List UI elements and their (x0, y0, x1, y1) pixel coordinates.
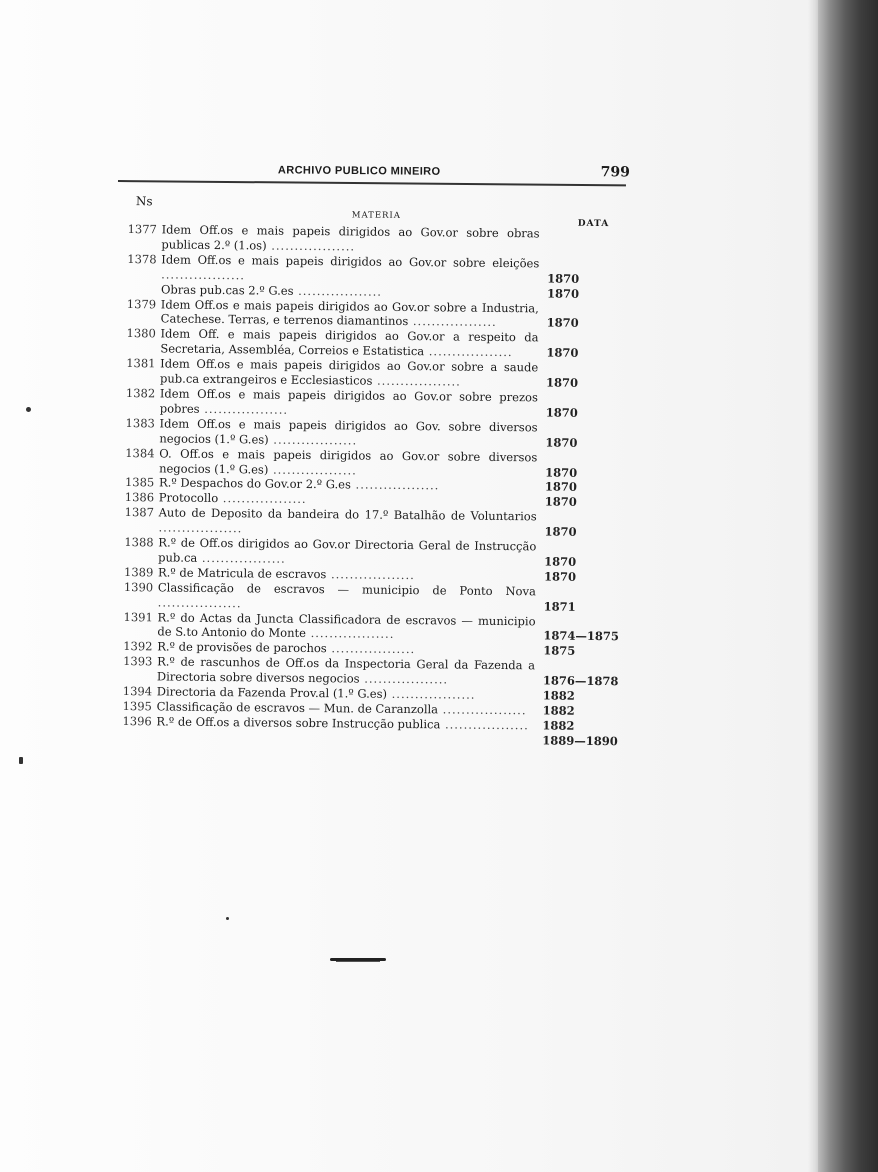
page-number: 799 (600, 164, 630, 181)
entry-date: 1870 (545, 435, 578, 450)
dot-leader: .................. (268, 462, 357, 477)
entry-subject (146, 356, 538, 390)
entry-date: 1870 (544, 524, 577, 539)
entry-number: 1379 (126, 296, 157, 311)
entry-subject-text: Classificação de escravos — Mun. de Caranzolla (156, 699, 439, 717)
entry-date: 1876—1878 (542, 673, 619, 689)
dot-leader: .................. (440, 717, 529, 733)
entry-subject (144, 535, 536, 569)
entry-number: 1378 (127, 251, 157, 267)
book-binding (818, 0, 878, 1172)
dot-leader: .................. (408, 314, 497, 330)
dot-leader: .................. (218, 491, 307, 507)
margin-speck (26, 407, 31, 412)
entry-subject (143, 610, 535, 644)
entry-subject-text: Idem Off. e mais papeis dirigidos ao Gov.or a respeito da Secretaria, Assembléa, Correios e Estatistica (160, 326, 539, 359)
margin-speck (19, 757, 23, 764)
entry-date: 1870 (543, 569, 577, 584)
entry-number: 1395 (122, 699, 152, 714)
dot-leader: .................. (197, 550, 286, 566)
dot-leader: .................. (326, 641, 416, 657)
dot-leader: .................. (326, 567, 415, 582)
entry-subject (145, 416, 537, 450)
entry-subject-text: Auto de Deposito da bandeira do 17.º Batalhão de Voluntarios (158, 505, 537, 524)
dot-leader: .................. (293, 283, 383, 299)
dot-leader: .................. (372, 373, 461, 389)
entry-subject (146, 386, 538, 420)
column-header-number: Ns (135, 194, 153, 209)
entry-date: 1870 (544, 554, 577, 569)
entry-subject-text: Idem Off.os e mais papeis dirigidos ao Gov.or sobre a Industria, Catechese. Terras, e terrenos diamantinos (160, 296, 539, 329)
entry-subject (146, 327, 538, 361)
entry-number: 1391 (123, 609, 153, 624)
entry-number: 1396 (122, 713, 152, 729)
dot-leader: .................. (350, 477, 440, 493)
dot-leader: .................. (158, 520, 243, 536)
entry-date: 1882 (542, 688, 575, 703)
entry-date: 1874—1875 (543, 628, 619, 644)
entry-subject-text: R.º de Matricula de escravos (157, 565, 327, 582)
entry-number: 1387 (124, 505, 155, 520)
entry-subject (147, 222, 539, 256)
entry-number: 1382 (125, 386, 156, 401)
dot-leader: .................. (157, 595, 242, 610)
entry-subject-text: O. Off.os e mais papeis dirigidos ao Gov.or sobre diversos negocios (1.º G.es) (159, 445, 538, 477)
entry-subject (144, 580, 536, 614)
entry-date: 1870 (546, 315, 579, 331)
entry-number: 1389 (123, 564, 154, 580)
entry-subject (147, 297, 539, 331)
final-date: 1889—1890 (542, 733, 618, 749)
entry-date: 1870 (547, 271, 580, 286)
entry-number: 1383 (125, 415, 155, 431)
dot-leader: .................. (438, 702, 527, 718)
entry-date: 1882 (542, 718, 575, 733)
entry-number: 1390 (123, 579, 154, 595)
entry-date: 1870 (545, 405, 578, 420)
entry-date: 1875 (543, 643, 576, 659)
entry-subject-text: R.º de rascunhos de Off.os da Inspectoria Geral da Fazenda a Directoria sobre diversos negocios (156, 654, 536, 686)
entry-number: 1384 (125, 445, 155, 460)
dot-leader: .................. (424, 344, 513, 360)
entry-subject-text: R.º de Off.os dirigidos ao Gov.or Directoria Geral de Instrucção pub.ca (158, 535, 537, 565)
dot-leader: .................. (359, 671, 449, 687)
dot-leader: .................. (305, 626, 395, 642)
dot-leader: .................. (161, 267, 246, 283)
column-header-date: DATA (577, 218, 610, 230)
entry-subject-text: Idem Off.os e mais papeis dirigidos ao Gov.or sobre eleições (161, 252, 540, 271)
entry-date: 1870 (545, 464, 578, 480)
entry-subject-text: Directoria da Fazenda Prov.al (1.º G.es) (156, 684, 388, 701)
entry-date: 1870 (545, 375, 579, 390)
column-header-subject: MATERIA (351, 210, 401, 221)
entry-subject (147, 252, 539, 286)
entry-subject-text: Protocollo (158, 490, 219, 506)
dot-leader: .................. (386, 686, 476, 702)
entry-number: 1393 (123, 654, 153, 669)
dot-leader: .................. (268, 432, 358, 448)
entry-list (116, 222, 621, 749)
entry-subject-text: Obras pub.cas 2.º G.es (160, 282, 294, 298)
dot-leader: .................. (266, 238, 356, 254)
entry-subject-text: Idem Off.os e mais papeis dirigidos ao Gov.or sobre prezos pobres (159, 386, 538, 416)
entry-date: 1870 (546, 286, 580, 301)
entry-subject-text: Classificação de escravos — municipio de Ponto Nova (157, 580, 536, 599)
entry-subject-text: R.º de provisões de parochos (157, 639, 327, 656)
running-title: ARCHIVO PUBLICO MINEIRO (277, 164, 441, 178)
entry-subject-text: R.º de Off.os a diversos sobre Instrucção publica (156, 714, 441, 732)
entry-date: 1870 (546, 345, 579, 361)
entry-subject (145, 446, 537, 480)
entry-subject-text: Idem Off.os e mais papeis dirigidos ao Gov.or sobre obras publicas 2.º (1.os) (161, 222, 540, 253)
entry-subject-text: Idem Off.os e mais papeis dirigidos ao Gov.or sobre a saude pub.ca extrangeiros e Ecclesiasticos (159, 356, 539, 388)
closing-ornament (330, 958, 386, 961)
entry-number: 1377 (127, 222, 157, 237)
entry-number: 1385 (124, 475, 155, 490)
entry-date: 1870 (544, 494, 577, 510)
entry-number: 1394 (122, 684, 153, 699)
entry-date: 1882 (542, 703, 575, 718)
dot-leader: .................. (199, 401, 289, 417)
entry-subject-text: Idem Off.os e mais papeis dirigidos ao Gov. sobre diversos negocios (1.º G.es) (159, 416, 538, 447)
entry-subject (144, 505, 536, 539)
entry-subject (143, 655, 535, 689)
entry-date: 1871 (543, 599, 576, 614)
entry-number: 1392 (123, 639, 153, 654)
entry-date: 1870 (544, 479, 578, 495)
entry-subject-text: R.º do Actas da Juncta Classificadora de escravos — municipio de S.to Antonio do Monte (157, 609, 536, 641)
margin-speck (226, 917, 229, 920)
entry-number: 1380 (126, 326, 156, 341)
entry-number: 1386 (124, 490, 155, 505)
catalog-table (116, 194, 622, 749)
entry-number: 1381 (126, 356, 156, 371)
entry-number: 1388 (124, 535, 154, 550)
entry-subject-text: R.º Despachos do Gov.or 2.º G.es (158, 475, 351, 492)
